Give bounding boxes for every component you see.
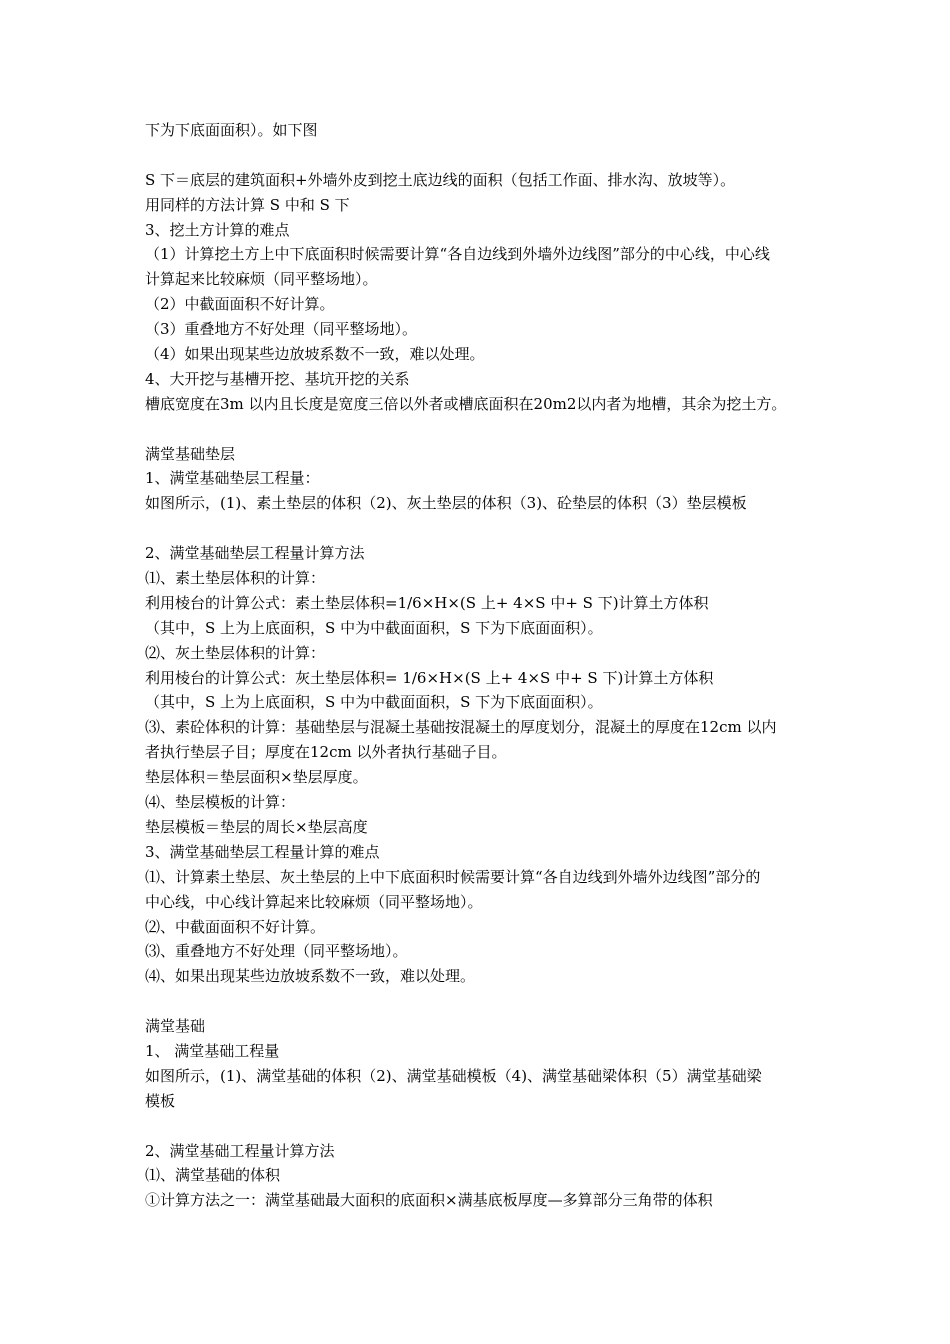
- section-heading: 1、满堂基础垫层工程量：: [145, 469, 320, 488]
- text-line: 计算起来比较麻烦（同平整场地）。: [145, 270, 378, 289]
- text-line: 如图所示，(1)、满堂基础的体积（2)、满堂基础模板（4)、满堂基础梁体积（5）满堂基础梁: [145, 1066, 762, 1085]
- blank-line: [145, 1114, 837, 1139]
- text-line: ⑶、素砼体积的计算：基础垫层与混凝土基础按混凝土的厚度划分，混凝土的厚度在12cm 以内: [145, 718, 777, 737]
- blank-line: [145, 417, 837, 442]
- blank-line: [145, 516, 837, 541]
- section-heading: 1、 满堂基础工程量: [145, 1041, 280, 1060]
- text-line: ⑴、计算素土垫层、灰土垫层的上中下底面积时候需要计算“各自边线到外墙外边线图”部分的: [145, 867, 761, 886]
- text-line: （1）计算挖土方上中下底面积时候需要计算“各自边线到外墙外边线图”部分的中心线，中心线: [145, 245, 770, 264]
- text-line: ⑵、灰土垫层体积的计算：: [145, 643, 326, 662]
- section-heading: 4、大开挖与基槽开挖、基坑开挖的关系: [145, 369, 410, 388]
- blank-line: [145, 143, 837, 168]
- text-line: 下为下底面面积）。如下图: [145, 121, 318, 139]
- text-line: 者执行垫层子目；厚度在12cm 以外者执行基础子目。: [145, 743, 507, 762]
- document-body: [145, 118, 837, 1213]
- text-line: 中心线，中心线计算起来比较麻烦（同平整场地）。: [145, 892, 483, 911]
- formula-line: 利用棱台的计算公式：素土垫层体积=1/6×H×(S 上+ 4×S 中+ S 下)计算土方体积: [145, 593, 709, 612]
- formula-line: 垫层体积＝垫层面积×垫层厚度。: [145, 768, 368, 787]
- text-line: 用同样的方法计算 S 中和 S 下: [145, 195, 350, 214]
- text-line: ⑶、重叠地方不好处理（同平整场地）。: [145, 942, 408, 961]
- section-heading: 2、满堂基础垫层工程量计算方法: [145, 544, 365, 563]
- text-line: ⑵、中截面面积不好计算。: [145, 917, 326, 936]
- section-heading: 3、满堂基础垫层工程量计算的难点: [145, 842, 380, 861]
- formula-line: 利用棱台的计算公式：灰土垫层体积= 1/6×H×(S 上+ 4×S 中+ S 下)计算土方体积: [145, 668, 714, 687]
- text-line: ⑷、垫层模板的计算：: [145, 793, 296, 812]
- text-line: （2）中截面面积不好计算。: [145, 295, 335, 314]
- text-line: （其中，S 上为上底面积，S 中为中截面面积，S 下为下底面面积）。: [145, 618, 603, 637]
- text-line: 模板: [145, 1091, 176, 1110]
- section-heading: 2、满堂基础工程量计算方法: [145, 1141, 335, 1160]
- text-line: （4）如果出现某些边放坡系数不一致，难以处理。: [145, 345, 485, 364]
- text-line: 槽底宽度在3m 以内且长度是宽度三倍以外者或槽底面积在20m2以内者为地槽，其余为挖土方。: [145, 394, 787, 413]
- text-line: ⑴、满堂基础的体积: [145, 1166, 281, 1185]
- text-line: S 下＝底层的建筑面积+外墙外皮到挖土底边线的面积（包括工作面、排水沟、放坡等）。: [145, 170, 736, 189]
- text-line: ⑷、如果出现某些边放坡系数不一致，难以处理。: [145, 967, 476, 986]
- section-title: 满堂基础: [145, 1017, 206, 1036]
- text-line: （3）重叠地方不好处理（同平整场地）。: [145, 320, 418, 339]
- section-title: 满堂基础垫层: [145, 444, 236, 463]
- blank-line: [145, 989, 837, 1014]
- text-line: 如图所示，(1)、素土垫层的体积（2)、灰土垫层的体积（3)、砼垫层的体积（3）垫层模板: [145, 494, 747, 513]
- text-line: ①计算方法之一：满堂基础最大面积的底面积×满基底板厚度—多算部分三角带的体积: [145, 1191, 713, 1210]
- text-line: （其中，S 上为上底面积，S 中为中截面面积，S 下为下底面面积）。: [145, 693, 603, 712]
- section-heading: 3、挖土方计算的难点: [145, 220, 290, 239]
- formula-line: 垫层模板＝垫层的周长×垫层高度: [145, 817, 368, 836]
- text-line: ⑴、素土垫层体积的计算：: [145, 569, 326, 588]
